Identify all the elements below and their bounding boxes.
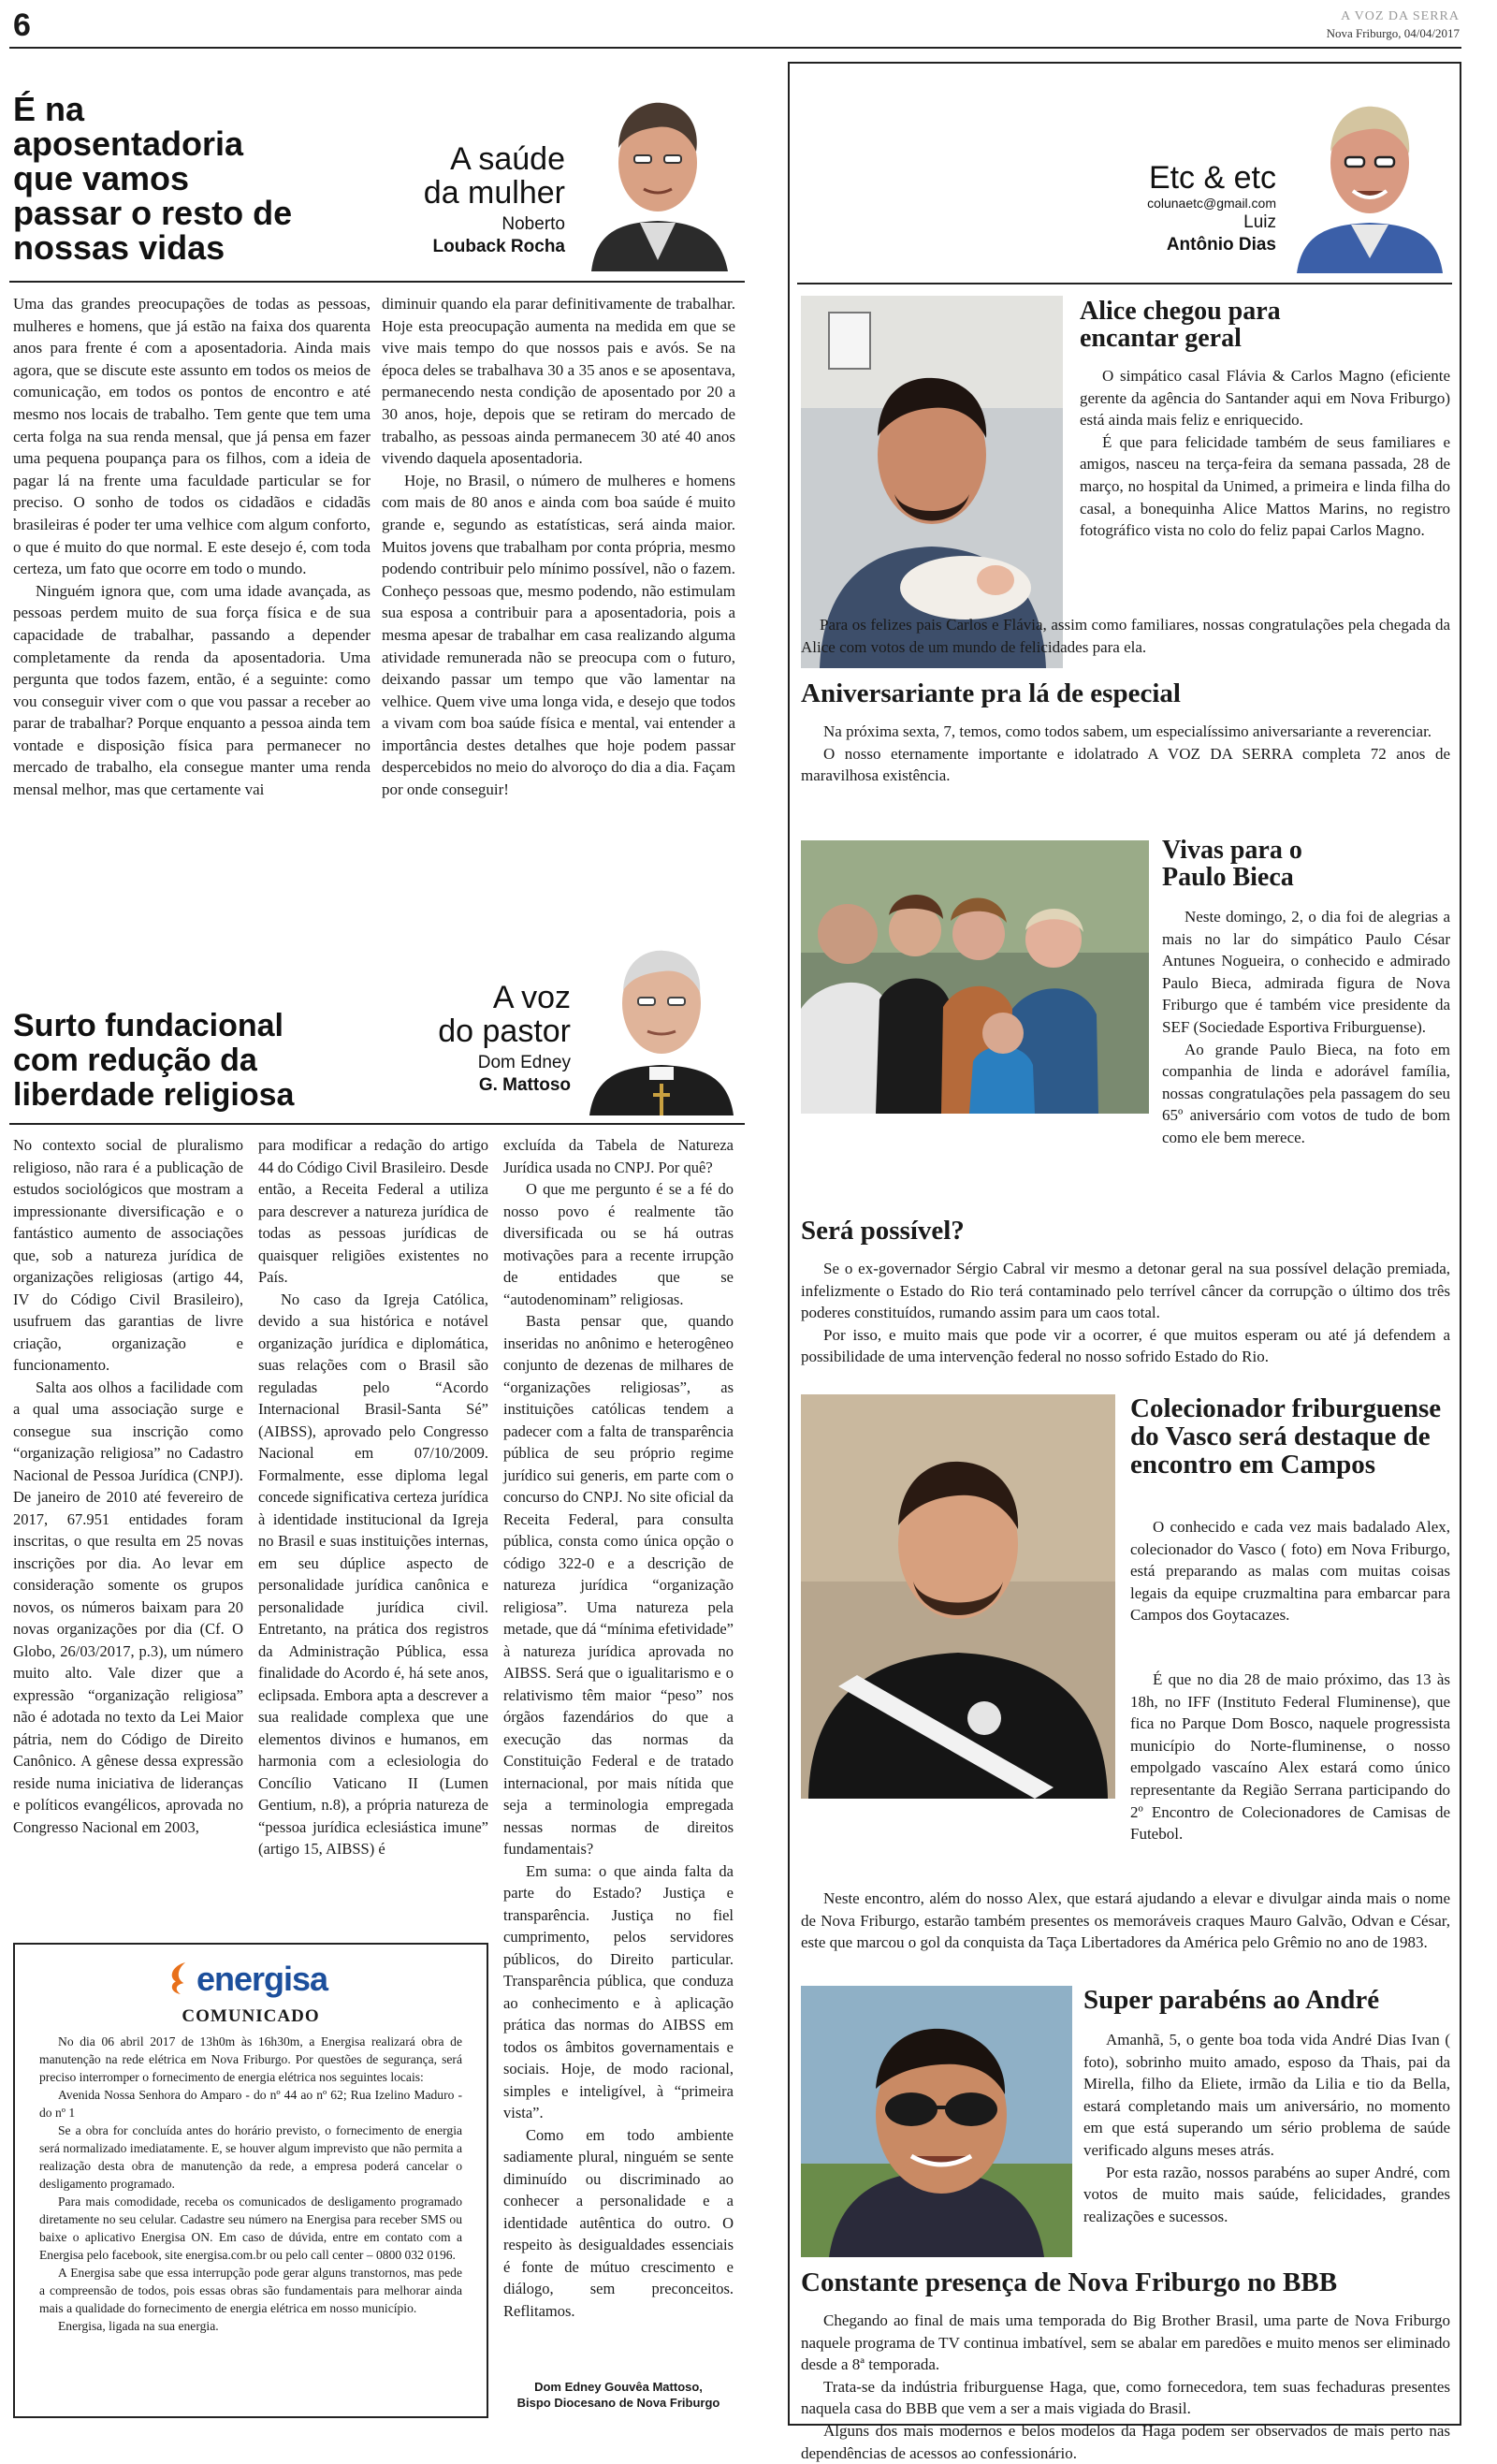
etc-author-photo xyxy=(1289,75,1450,273)
page-number: 6 xyxy=(13,7,31,43)
ad-title: COMUNICADO xyxy=(182,2006,320,2026)
ad-paragraph: Se a obra for concluída antes do horário previsto, o fornecimento de energia será normalizado imediatamente. E, se houver algum imprevisto que não permita a realização desta obra de manutenção da rede, a empresa poderá cancelar o desligamento programado. xyxy=(39,2123,462,2191)
bbb-heading: Constante presença de Nova Friburgo no BBB xyxy=(801,2267,1338,2297)
pastor-headline-rule xyxy=(9,1123,745,1125)
alice-paragraph: É que para felicidade também de seus familiares e amigos, nasceu na terça-feira da semana passada, 28 de março, no hospital da Unimed, a primeira e linda filha do casal, a bonequinha Alice Mattos Marins, no registro fotográfico vista no colo do feliz papai Carlos Magno. xyxy=(1080,432,1450,540)
pastor-body-col1 xyxy=(13,1134,243,1838)
bbb-paragraph: Chegando ao final de mais uma temporada do Big Brother Brasil, uma parte de Nova Friburgo naquele programa de TV continua imbatível, sem se abalar em paredões e muito menos ser eliminado desde a 8ª temporada. xyxy=(801,2311,1450,2374)
energisa-ad xyxy=(13,1943,488,2418)
pastor-paragraph: Salta aos olhos a facilidade com a qual uma associação surge e consegue sua inscrição como “organização religiosa” no Cadastro Nacional de Pessoa Jurídica (CNPJ). De janeiro de 2010 até fevereiro de 2017, 67.951 entidades foram inscritas, o que resulta em 25 novas inscrições por dia. Ao levar em consideração somente os grupos novos, os números baixam para 20 novas organizações por dia (Cf. O Globo, 26/03/2017, p.3), um número muito alto. Vale dizer que a expressão “organização religiosa” não é adotada no texto da Lei Maior pátria, nem do Código de Direito Canônico. A gênese dessa expressão reside numa iniciativa de lideranças e políticos evangélicos, aprovada no Congresso Nacional em 2003, xyxy=(13,1378,243,1836)
pastor-paragraph: Em suma: o que ainda falta da parte do Estado? Justiça e transparência. Justiça no fiel cumprimento, pelos servidores públicos, do Direito particular. Transparência pública, que conduza ao conhecimento e à aplicação prática das normas do AIBSS em todos os âmbitos governamentais e sociais. Hoje, de modo racional, simples e inteligível, à “primeira vista”. xyxy=(503,1861,734,2121)
saude-headline: É na aposentadoria que vamos passar o resto de nossas vidas xyxy=(13,90,293,267)
saude-headline-rule xyxy=(9,281,745,283)
paper-name: A VOZ DA SERRA xyxy=(1341,9,1460,23)
pastor-column-title-2: do pastor xyxy=(438,1013,571,1049)
colecionador-paragraph: Neste encontro, além do nosso Alex, que estará ajudando a elevar e divulgar ainda mais o nome de Nova Friburgo, estarão também presentes os memoráveis craques Mauro Galvão, Odvan e César, este que marcou o gol da conquista da Taça Libertadores da América pelo Grêmio no ano de 1983. xyxy=(801,1889,1450,1952)
colecionador-paragraph: O conhecido e cada vez mais badalado Alex, colecionador do Vasco ( foto) em Nova Friburgo, está preparando as malas com muitas coisas legais da equipe cruzmaltina para embarcar para Campos dos Goytacazes. xyxy=(1130,1518,1450,1625)
pastor-paragraph: No caso da Igreja Católica, devido a sua histórica e notável organização jurídica e diplomática, suas relações com o Brasil são reguladas pelo “Acordo Internacional Brasil-Santa Sé” (AIBSS), aprovado pelo Congresso Nacional em 07/10/2009. Formalmente, esse diploma legal concede significativa certeza jurídica à identidade institucional da Igreja no Brasil e suas instituições internas, em seu dúplice aspecto de personalidade jurídica canônica e personalidade jurídica civil. Entretanto, na prática dos registros da Administração Pública, essa finalidade do Acordo é, há sete anos, eclipsada. Embora apta a descrever a sua realidade complexa que une elementos divinos e humanos, em harmonia com a eclesiologia do Concílio Vaticano II (Lumen Gentium, n.8), a própria natureza de “pessoa jurídica eclesiástica imune” (artigo 15, AIBSS) é xyxy=(258,1290,488,1858)
saude-column-title xyxy=(374,142,565,258)
vivas-paragraph: Neste domingo, 2, o dia foi de alegrias a mais no lar do simpático Paulo César Antunes Nogueira, o conhecido e admirado Paulo Bieca, admirada figura de Nova Friburgo que é também vice presidente da SEF (Sociedade Esportiva Friburguense). xyxy=(1162,908,1450,1036)
pastor-signature xyxy=(503,2379,734,2411)
andre-paragraph: Amanhã, 5, o gente boa toda vida André Dias Ivan ( foto), sobrinho muito amado, esposo da Thais, pai da Mirella, filho da Eliete, irmão da Lilia e tio da Bella, estará completando mais um aniversário, no momento em que está superando um sério problema de saúde verificado alguns meses atrás. xyxy=(1083,2031,1450,2159)
saude-column-title-1: A saúde xyxy=(450,141,565,177)
etc-author-first: Luiz xyxy=(1243,212,1276,232)
colecionador-heading: Colecionador friburguense do Vasco será destaque de encontro em Campos xyxy=(1130,1393,1442,1480)
pastor-paragraph: para modificar a redação do artigo 44 do Código Civil Brasileiro. Desde então, a Receita Federal a utiliza para descrever a natureza jurídica de todas as pessoas jurídicas de quaisquer religiões existentes no País. xyxy=(258,1136,488,1286)
energisa-swoosh-icon xyxy=(165,1958,196,1999)
saude-author-photo xyxy=(582,73,734,271)
etc-title: Etc & etc xyxy=(1148,160,1276,196)
issue-date: Nova Friburgo, 04/04/2017 xyxy=(1326,26,1460,40)
vivas-heading: Vivas para o Paulo Bieca xyxy=(1162,836,1302,892)
colecionador-body xyxy=(1130,1516,1450,1626)
saude-paragraph: Uma das grandes preocupações de todas as pessoas, mulheres e homens, que já estão na faixa dos quarenta anos para frente é com a aposentadoria. Ainda mais agora, que se discute este assunto em todos os meios de comunicação, em todos os pontos de encontro e até mesmo nos locais de trabalho. Tem gente que tem uma certa folga na sua renda mensal, que já pensa em fazer uma pequena poupança para os filhos, com a ideia de pagar lá na frente uma faculdade particular se for preciso. O sonho de todos os cidadãos e cidadãs brasileiras é poder ter uma velhice com algum conforto, o que é muito do que normal. E este desejo é, com toda certeza, um fato que ocorre em todo o mundo. xyxy=(13,295,371,578)
alex-vasco-photo xyxy=(801,1394,1115,1799)
aniversariante-paragraph: Na próxima sexta, 7, temos, como todos sabem, um especialíssimo aniversariante a reverenciar. xyxy=(823,722,1432,740)
pastor-paragraph: No contexto social de pluralismo religioso, não rara é a publicação de estudos sociológicos que mostram a impressionante diversificação e o fantástico aumento de associações que, sob a natureza jurídica de organizações religiosas (artigo 44, IV do Código Civil Brasileiro), usufruem das garantias de livre criação, organização e funcionamento. xyxy=(13,1136,243,1374)
saude-body-left xyxy=(13,293,371,801)
andre-paragraph: Por esta razão, nossos parabéns ao super André, com votos de muito mais saúde, felicidades, grandes realizações e sucessos. xyxy=(1083,2163,1450,2225)
energisa-wordmark: energisa xyxy=(196,1960,328,1998)
etc-author-last: Antônio Dias xyxy=(1166,235,1276,255)
etc-email: colunaetc@gmail.com xyxy=(1147,196,1276,211)
signature-title: Bispo Diocesano de Nova Friburgo xyxy=(516,2396,720,2410)
alice-body xyxy=(1080,365,1450,542)
bbb-body xyxy=(801,2310,1450,2464)
pastor-column-title xyxy=(393,981,571,1097)
pastor-author-first: Dom Edney xyxy=(477,1053,571,1072)
pastor-body-col2 xyxy=(258,1134,488,1860)
colecionador-body-3 xyxy=(801,1888,1450,1954)
etc-column xyxy=(788,62,1461,2462)
ad-paragraph: Energisa, ligada na sua energia. xyxy=(58,2319,219,2333)
possivel-body xyxy=(801,1258,1450,1368)
etc-header-rule xyxy=(797,283,1452,284)
ad-paragraph: Para mais comodidade, receba os comunicados de desligamento programado diretamente no seu celular. Cadastre seu número na Energisa para receber SMS ou baixe o aplicativo Energisa ON. Em caso de dúvida, entre em contato com a Energisa pelo facebook, site energisa.com.br ou pelo call center – 0800 032 0196. xyxy=(39,2194,462,2262)
pastor-headline: Surto fundacional com redução da liberdade religiosa xyxy=(13,1008,295,1113)
aniversariante-paragraph: O nosso eternamente importante e idolatrado A VOZ DA SERRA completa 72 anos de maravilhosa existência. xyxy=(801,744,1450,785)
alice-paragraph: Para os felizes pais Carlos e Flávia, assim como familiares, nossas congratulações pela chegada da Alice com votos de um mundo de felicidades para ela. xyxy=(801,616,1450,656)
pastor-paragraph: Como em todo ambiente sadiamente plural, ninguém se sente diminuído ou discriminado ao conhecer a personalidade e a identidade autêntica do outro. O respeito às desigualdades essenciais é fonte de mútuo crescimento e diálogo, sem preconceitos. Reflitamos. xyxy=(503,2125,734,2320)
saude-body-right xyxy=(382,293,735,801)
saude-author-last: Louback Rocha xyxy=(432,237,565,256)
bbb-paragraph: Alguns dos mais modernos e belos modelos da Haga podem ser observados de mais perto nas dependências de acessos ao confessionário. xyxy=(801,2421,1450,2462)
andre-heading: Super parabéns ao André xyxy=(1083,1985,1380,2015)
alice-photo xyxy=(801,296,1063,668)
pastor-body-col3 xyxy=(503,1134,734,2322)
alice-paragraph: O simpático casal Flávia & Carlos Magno (eficiente gerente da agência do Santander aqui em Nova Friburgo) está ainda mais feliz e enriquecido. xyxy=(1080,367,1450,430)
pastor-author-last: G. Mattoso xyxy=(478,1075,571,1095)
pastor-paragraph: excluída da Tabela de Natureza Jurídica usada no CNPJ. Por quê? xyxy=(503,1136,734,1176)
possivel-paragraph: Se o ex-governador Sérgio Cabral vir mesmo a detonar geral na sua possível delação premiada, infelizmente o Estado do Rio terá contaminado pelo terrível câncer da corrupção o último dos três poderes constituídos, rumando assim para um caos total. xyxy=(801,1260,1450,1322)
bbb-paragraph: Trata-se da indústria friburguense Haga, que, como fornecedora, tem suas fechaduras presentes naquela casa do BBB que vem a ser a mais vigiada do Brasil. xyxy=(801,2377,1450,2418)
andre-body xyxy=(1083,2029,1450,2227)
ad-paragraph: Avenida Nossa Senhora do Amparo - do nº 44 ao nº 62; Rua Izelino Maduro - do nº 1 xyxy=(39,2088,462,2120)
energisa-logo xyxy=(165,1958,352,1999)
colecionador-paragraph: É que no dia 28 de maio próximo, das 13 às 18h, no IFF (Instituto Federal Fluminense), que fica no Parque Dom Bosco, naquele progressista município do Norte-fluminense, o nosso empolgado vascaíno Alex estará como único representante da Região Serrana participando do 2º Encontro de Colecionadores de Camisas de Futebol. xyxy=(1130,1670,1450,1844)
possivel-paragraph: Por isso, e muito mais que pode vir a ocorrer, é que muitos esperam ou até já defendem a possibilidade de uma intervenção federal no nosso sofrido Estado do Rio. xyxy=(801,1325,1450,1366)
saude-paragraph: Hoje, no Brasil, o número de mulheres e homens com mais de 80 anos e ainda com boa saúde é muito grande e, segundo as estatísticas, será ainda maior. Muitos jovens que trabalham por conta própria, mesmo podendo contribuir pelo mínimo possível, não o fazem. Conheço pessoas que, mesmo podendo, não estimulam sua esposa a contribuir para a aposentadoria, pois a mesma apesar de trabalhar em casa realizando alguma atividade remunerada não se preocupa com o futuro, deixando passar um tempo que vão lamentar na velhice. Quem vive uma longa vida, e desejo que todos a vivam com boa saúde física e mental, vai entender a importância destes detalhes que hoje podem passar despercebidos no meio do alvoroço do dia a dia. Façam por onde conseguir! xyxy=(382,471,735,799)
pastor-paragraph: Basta pensar que, quando inseridas no anônimo e heterogêneo conjunto de dezenas de milhares de “organizações religiosas”, as instituições católicas tendem a padecer com a falta de transparência pública de seu próprio regime jurídico sui generis, em parte com o concurso do CNPJ. No site oficial da Receita Federal, para consulta pública, consta como única opção o código 322-0 e a descrição de natureza jurídica “organização religiosa”. Uma natureza pela metade, que dá “mínima efetividade” à natureza jurídica aprovada no AIBSS. Será que o igualitarismo e o relativismo têm maior “peso” nos órgãos fazendários do que a execução das normas da Constituição Federal e de tratado internacional, por mais nítida que seja a terminologia empregada nessas normas de direitos fundamentais? xyxy=(503,1312,734,1858)
andre-photo xyxy=(801,1986,1072,2257)
aniversariante-heading: Aniversariante pra lá de especial xyxy=(801,678,1181,708)
saude-column-title-2: da mulher xyxy=(423,175,565,211)
saude-paragraph: diminuir quando ela parar definitivamente de trabalhar. Hoje esta preocupação aumenta na medida em que se vive mais tempo do que nossos pais e avós. Se na época deles se trabalhava 30 a 35 anos e se aposentava, permanecendo nesta condição de aposentado por 20 a 30 anos, hoje, depois que se retiram do mercado de trabalho, as pessoas ainda permanecem 30 até 40 anos vivendo daquela aposentadoria. xyxy=(382,295,735,468)
vivas-body xyxy=(1162,906,1450,1149)
header-rule xyxy=(9,47,1461,49)
pastor-author-photo xyxy=(582,917,741,1115)
saude-paragraph: Ninguém ignora que, com uma idade avançada, as pessoas perdem muito de sua força física e de sua capacidade de trabalhar, passando a depender completamente da renda da aposentadoria. Uma pergunta que todos fazem, então, é a seguinte: como vou conseguir viver com o que vou passar a receber ao parar de trabalhar? Porque enquanto a pessoa ainda tem vontade e disposição física para permanecer no mercado de trabalho, ela consegue manter uma renda mensal melhor, mas que certamente vai xyxy=(13,581,371,799)
bieca-family-photo xyxy=(801,840,1149,1114)
alice-closing xyxy=(801,614,1450,658)
alice-heading: Alice chegou para encantar geral xyxy=(1080,297,1281,353)
vivas-paragraph: Ao grande Paulo Bieca, na foto em companhia de linda e adorável família, nossas congratulações pela passagem do seu 65º aniversário com votos de tudo de bom como ele bem merece. xyxy=(1162,1040,1450,1146)
ad-paragraph: No dia 06 abril 2017 de 13h0m às 16h30m, a Energisa realizará obra de manutenção na rede elétrica em Nova Friburgo. Por questões de segurança, será preciso interromper o fornecimento de energia elétrica nos seguintes locais: xyxy=(39,2034,462,2084)
saude-author-first: Noberto xyxy=(501,214,565,234)
colecionador-body-2 xyxy=(1130,1669,1450,1845)
ad-paragraph: A Energisa sabe que essa interrupção pode gerar alguns transtornos, mas pede a compreensão de todos, pois essas obras são fundamentais para melhorar ainda mais a qualidade do fornecimento de energia elétrica em nosso município. xyxy=(39,2266,462,2315)
pastor-column-title-1: A voz xyxy=(492,980,571,1015)
aniversariante-body xyxy=(801,721,1450,787)
pastor-paragraph: O que me pergunto é se a fé do nosso povo é realmente tão diversificada ou se há outras motivações para a recente irrupção de entidades que se “autodenominam” religiosas. xyxy=(503,1180,734,1308)
etc-column-title xyxy=(1108,161,1276,256)
signature-name: Dom Edney Gouvêa Mattoso, xyxy=(534,2380,703,2394)
ad-body xyxy=(39,2033,462,2335)
possivel-heading: Será possível? xyxy=(801,1216,965,1246)
